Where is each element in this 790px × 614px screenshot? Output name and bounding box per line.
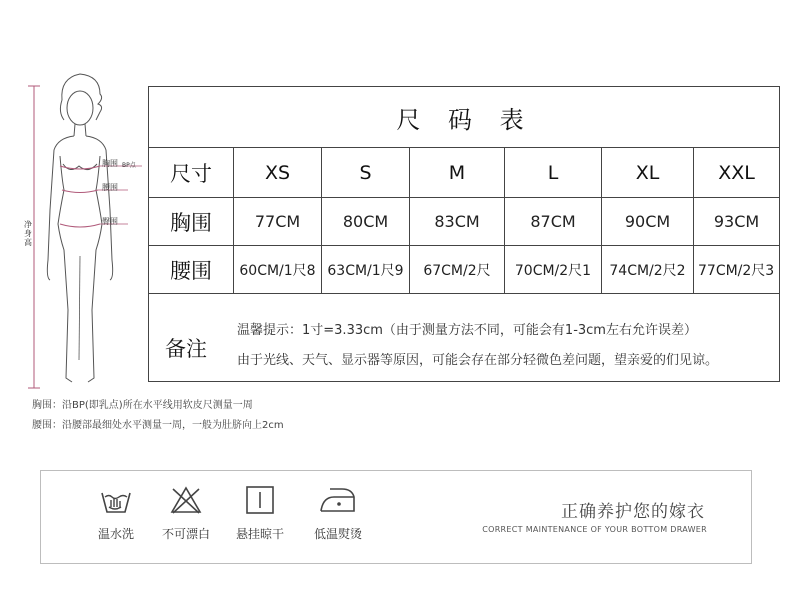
hand-wash-icon <box>99 485 133 515</box>
chest-value-xs: 77CM <box>254 212 301 231</box>
chest-value-m: 83CM <box>434 212 480 231</box>
header-size-s: S <box>359 161 372 184</box>
waist-row-label: 腰围 <box>170 258 212 283</box>
waist-value-xs: 60CM/1尺8 <box>239 262 316 279</box>
waist-value-l: 70CM/2尺1 <box>514 262 592 279</box>
notes-label: 备注 <box>165 337 207 361</box>
low-iron-icon <box>318 485 358 515</box>
notes-line-2: 由于光线、天气、显示器等原因，可能会存在部分轻微色差问题，望亲爱的们见谅。 <box>237 353 719 368</box>
size-chart-table <box>148 86 780 382</box>
hip-marker-label: 臀围 <box>102 217 118 226</box>
care-item-hand-wash <box>81 485 151 542</box>
care-item-no-bleach <box>151 485 221 542</box>
header-size-l: L <box>547 161 559 184</box>
care-label-no-bleach: 不可漂白 <box>161 527 210 541</box>
waist-value-xl: 74CM/2尺2 <box>609 262 686 279</box>
bp-marker-label: BP点 <box>122 162 136 169</box>
header-size-xs: XS <box>264 161 291 184</box>
chest-marker-label: 胸围 <box>102 159 118 168</box>
body-measurement-figure <box>0 60 150 400</box>
header-size-label: 尺寸 <box>170 161 212 186</box>
hang-dry-icon <box>243 485 277 515</box>
care-label-hand-wash: 温水洗 <box>97 527 134 541</box>
chest-value-xl: 90CM <box>624 212 671 231</box>
care-subheading: CORRECT MAINTENANCE OF YOUR BOTTOM DRAWER <box>482 525 707 534</box>
care-heading: 正确养护您的嫁衣 <box>561 502 705 522</box>
waist-value-m: 67CM/2尺 <box>423 262 491 279</box>
body-silhouette <box>0 60 150 400</box>
waist-measure-note: 腰围：沿腰部最细处水平测量一周，一般为肚脐向上2cm <box>32 420 284 431</box>
care-instructions-panel <box>40 470 752 564</box>
no-bleach-icon <box>169 485 203 515</box>
care-label-low-iron: 低温熨烫 <box>313 527 362 541</box>
care-item-low-iron <box>303 485 373 542</box>
waist-value-xxl: 77CM/2尺3 <box>698 262 775 279</box>
chest-value-l: 87CM <box>530 212 576 231</box>
chest-value-xxl: 93CM <box>713 212 760 231</box>
care-item-hang-dry <box>225 485 295 542</box>
care-label-hang-dry: 悬挂晾干 <box>235 527 284 541</box>
table-title: 尺 码 表 <box>396 105 534 134</box>
chest-row-label: 胸围 <box>170 210 212 235</box>
waist-marker-label: 腰围 <box>102 183 118 192</box>
header-size-xxl: XXL <box>718 161 755 184</box>
notes-line-1: 温馨提示：1寸=3.33cm（由于测量方法不同，可能会有1-3cm左右允许误差） <box>237 323 697 338</box>
height-label: 净身高 <box>24 220 32 247</box>
chest-measure-note: 胸围：沿BP(即乳点)所在水平线用软皮尺测量一周 <box>32 400 253 411</box>
waist-value-s: 63CM/1尺9 <box>327 262 404 279</box>
chest-value-s: 80CM <box>342 212 389 231</box>
header-size-xl: XL <box>635 161 660 184</box>
header-size-m: M <box>448 161 466 184</box>
